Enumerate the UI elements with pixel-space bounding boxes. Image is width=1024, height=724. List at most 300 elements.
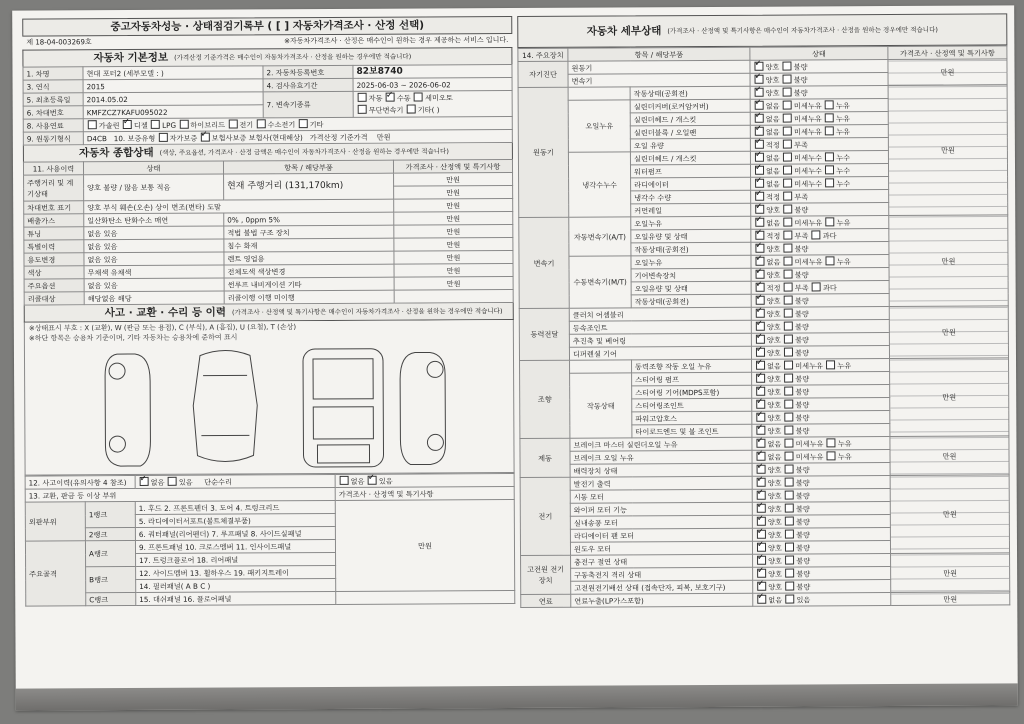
state-option-label: 적정 <box>766 283 783 293</box>
state-option-label: 없음 <box>766 257 783 267</box>
state-checkbox[interactable] <box>784 295 793 304</box>
state-checkbox[interactable] <box>785 438 794 447</box>
state-option-label: 양호 <box>768 569 785 579</box>
state-checkbox[interactable] <box>783 74 792 83</box>
state-checkbox[interactable] <box>785 542 794 551</box>
state-option-label: 불량 <box>794 243 809 254</box>
state-checkbox[interactable] <box>756 373 765 382</box>
state-option-label: 누유 <box>835 113 850 123</box>
state-checkbox[interactable] <box>757 464 766 473</box>
state-options <box>750 86 888 100</box>
value-year: 2015 <box>83 79 263 93</box>
state-checkbox[interactable] <box>755 204 764 213</box>
state-option-label: 미세누유 <box>795 438 826 449</box>
car-right-side-view <box>400 352 446 464</box>
car-left-side-view <box>105 354 151 466</box>
state-option-label: 부족 <box>794 230 811 241</box>
state-checkbox[interactable] <box>757 594 766 603</box>
state-options <box>751 190 889 204</box>
value-base-price: 만원 <box>376 132 391 142</box>
checkbox-manual[interactable] <box>386 92 395 101</box>
col-state: 상태 <box>750 47 888 61</box>
inspection-form-paper <box>12 5 1018 710</box>
state-checkbox[interactable] <box>756 308 765 317</box>
state-option-label: 양호 <box>767 374 784 384</box>
state-option-label: 양호 <box>766 309 783 319</box>
state-option-label: 불량 <box>794 295 809 306</box>
state-option-label: 미세누유 <box>795 451 826 462</box>
state-option-label: 미세누유 <box>794 217 825 228</box>
state-checkbox[interactable] <box>827 451 836 460</box>
state-checkbox[interactable] <box>784 347 793 356</box>
state-checkbox[interactable] <box>757 542 766 551</box>
state-checkbox[interactable] <box>754 61 763 70</box>
state-checkbox[interactable] <box>756 347 765 356</box>
state-checkbox[interactable] <box>784 269 793 278</box>
state-option-label: 불량 <box>793 74 808 85</box>
state-checkbox[interactable] <box>756 438 765 447</box>
state-checkbox[interactable] <box>757 477 766 486</box>
state-checkbox[interactable] <box>784 360 793 369</box>
state-checkbox[interactable] <box>783 152 792 161</box>
state-option-label: 양호 <box>765 62 782 72</box>
state-checkbox[interactable] <box>755 87 764 96</box>
state-checkbox[interactable] <box>785 594 794 603</box>
state-checkbox[interactable] <box>784 243 793 252</box>
state-checkbox[interactable] <box>826 256 835 265</box>
part-label: 윈도우 모터 <box>570 541 752 555</box>
state-checkbox[interactable] <box>784 373 793 382</box>
state-option-label: 양호 <box>766 348 784 358</box>
label-reg-number: 2. 자동차등록번호 <box>263 65 353 78</box>
state-option-label: 불량 <box>795 425 810 436</box>
part-label: 변속기 <box>568 73 750 87</box>
state-option-label: 없음 <box>767 439 784 449</box>
label-rank2: 2랭크 <box>85 527 135 540</box>
table-row: 주행거리 및 계기상태 양호 불량 / 많음 보통 적음 현재 주행거리 (131,170km) 만원 <box>24 173 513 189</box>
state-option-label: 양호 <box>767 504 784 514</box>
state-checkbox[interactable] <box>784 386 793 395</box>
state-checkbox[interactable] <box>784 399 793 408</box>
state-checkbox[interactable] <box>755 256 764 265</box>
right-column <box>517 13 1010 608</box>
car-frame-view <box>303 349 384 467</box>
state-option-label: 불량 <box>794 308 809 319</box>
state-option-label: 불량 <box>794 321 809 332</box>
label-rank1: 1랭크 <box>85 501 135 527</box>
state-checkbox[interactable] <box>756 334 765 343</box>
legend-note: ※하단 항목은 승용차 기준이며, 기타 자동차는 승용차에 준하여 표시 <box>28 333 238 343</box>
price-cell: 만원 <box>890 358 1009 437</box>
state-option-label: 양호 <box>766 244 783 254</box>
detail-row <box>518 59 1007 75</box>
basic-info-note: (가격산정 기준가격은 매수인이 자동차가격조사 · 산정을 원하는 경우에만 적습니다) <box>174 52 412 62</box>
state-checkbox[interactable] <box>825 178 834 187</box>
label-inspection-period: 4. 검사유효기간 <box>263 78 353 91</box>
state-checkbox[interactable] <box>784 321 793 330</box>
state-options <box>751 320 889 334</box>
state-option-label: 불량 <box>795 373 810 384</box>
part-label: 워터펌프 <box>630 164 750 178</box>
price-cell: 만원 <box>888 59 1007 86</box>
table-row: 배출가스 일산화탄소 탄화수소 매연 0% , 0ppm 5% 만원 <box>24 212 513 228</box>
label-replaced-parts: 13. 교환, 판금 등 이상 부위 <box>25 487 335 502</box>
state-checkbox[interactable] <box>783 217 792 226</box>
state-option-label: 불량 <box>795 399 810 410</box>
state-option-label: 불량 <box>793 87 808 98</box>
state-option-label: 불량 <box>795 412 810 423</box>
state-checkbox[interactable] <box>757 516 766 525</box>
label-transmission: 7. 변속기종류 <box>263 91 353 117</box>
state-options <box>752 528 890 542</box>
state-options <box>752 541 890 555</box>
state-checkbox[interactable] <box>755 191 764 200</box>
rank1-items-b: 5. 라디에이터서포트(볼트체결부품) <box>135 513 335 527</box>
checkbox-accident-yes[interactable] <box>168 476 177 485</box>
rankB-items: 12. 사이드멤버 13. 휠하우스 19. 패키지트레이 <box>136 565 336 579</box>
part-label: 디퍼렌셜 기어 <box>569 346 751 360</box>
state-checkbox[interactable] <box>757 581 766 590</box>
state-option-label: 부족 <box>794 282 812 293</box>
state-checkbox[interactable] <box>783 87 792 96</box>
checkbox-semi-auto[interactable] <box>414 92 423 101</box>
state-option-label: 없음 <box>765 153 783 163</box>
checkbox-other[interactable] <box>407 104 416 113</box>
label-base-price: 가격산정 기준가격 <box>309 132 368 142</box>
state-option-label: 불량 <box>795 464 810 475</box>
part-label: 구동축전지 격리 상태 <box>571 567 753 581</box>
state-options <box>750 99 888 113</box>
state-checkbox[interactable] <box>783 113 792 122</box>
checkbox-hybrid[interactable] <box>179 119 188 128</box>
state-checkbox[interactable] <box>756 399 765 408</box>
legend-symbols: ※상태표시 부호 : X (교환), W (판금 또는 용접), C (부식), A (흠집), U (요철), T (손상) <box>28 323 297 333</box>
accident-price: 만원 <box>335 500 514 592</box>
state-option-label: 없음 <box>768 595 785 605</box>
state-options <box>752 515 890 529</box>
state-options <box>752 489 890 503</box>
sub-group-label: 수동변속기(M/T) <box>569 256 631 308</box>
state-checkbox[interactable] <box>783 126 792 135</box>
state-checkbox[interactable] <box>755 217 764 226</box>
state-option-label: 양호 <box>767 465 784 475</box>
table-row: 색상 무채색 유채색 전체도색 색상변경 만원 <box>24 264 513 280</box>
state-option-label: 양호 <box>766 205 783 215</box>
checkbox-cvt[interactable] <box>358 104 367 113</box>
rank1-items: 1. 후드 2. 프론트펜더 3. 도어 4. 트렁크리드 <box>135 500 335 514</box>
device-group-label: 연료 <box>521 594 571 607</box>
detail-row <box>518 85 1007 101</box>
state-option-label: 양호 <box>767 517 785 527</box>
overall-note: (색상, 주요옵션, 가격조사 · 산정 금액은 매수인이 자동차가격조사 · 산정을 원하는 경우에만 적습니다) <box>159 147 449 157</box>
price-cell: 만원 <box>891 553 1010 593</box>
state-option-label: 양호 <box>767 543 785 553</box>
state-options <box>752 450 890 464</box>
detail-heading: 자동차 세부상태 <box>586 25 662 38</box>
state-options <box>751 281 889 295</box>
state-checkbox[interactable] <box>783 139 792 148</box>
state-options <box>750 138 888 152</box>
state-options <box>752 424 890 438</box>
state-option-label: 과다 <box>822 282 837 292</box>
state-option-label: 불량 <box>796 568 811 579</box>
state-checkbox[interactable] <box>783 191 792 200</box>
state-option-label: 양호 <box>765 75 782 85</box>
detail-table <box>517 45 1010 608</box>
label-main-frame: 주요골격 <box>25 541 85 606</box>
state-option-label: 양호 <box>767 478 784 488</box>
part-label: 냉각수 수량 <box>631 190 751 204</box>
state-checkbox[interactable] <box>783 61 792 70</box>
state-option-label: 양호 <box>768 582 785 592</box>
state-options <box>750 73 888 87</box>
state-checkbox[interactable] <box>785 464 794 473</box>
state-checkbox[interactable] <box>757 490 766 499</box>
state-checkbox[interactable] <box>785 568 794 577</box>
checkbox-simple-none[interactable] <box>340 475 349 484</box>
state-option-label: 없음 <box>766 179 783 189</box>
state-option-label: 부족 <box>794 191 809 202</box>
state-checkbox[interactable] <box>755 74 764 83</box>
rankA-items-b: 17. 트렁크플로어 18. 리어패널 <box>136 552 336 566</box>
state-checkbox[interactable] <box>785 516 794 525</box>
device-group-label: 고전원 전기장치 <box>521 555 571 594</box>
value-car-name: 현대 포터2 (세부모델 : ) <box>83 66 263 80</box>
state-checkbox[interactable] <box>784 412 793 421</box>
checkbox-gasoline[interactable] <box>88 120 97 129</box>
checkbox-diesel[interactable] <box>123 120 132 129</box>
detail-row <box>520 358 1009 374</box>
basic-info-table <box>22 64 512 146</box>
state-checkbox[interactable] <box>755 165 764 174</box>
state-options <box>752 502 890 516</box>
state-checkbox[interactable] <box>785 555 794 564</box>
state-option-label: 불량 <box>795 334 809 345</box>
col-history: 11. 사용이력 <box>23 162 83 175</box>
state-option-label: 미세누유 <box>793 113 825 124</box>
state-checkbox[interactable] <box>755 100 764 109</box>
state-checkbox[interactable] <box>785 503 794 512</box>
state-checkbox[interactable] <box>785 451 794 460</box>
state-options <box>752 372 890 386</box>
state-option-label: 없음 <box>765 166 783 176</box>
state-checkbox[interactable] <box>757 529 766 538</box>
car-diagram-area <box>24 320 515 476</box>
part-label: 라디에이터 <box>631 177 751 191</box>
state-checkbox[interactable] <box>756 321 765 330</box>
col-price: 가격조사 · 산정액 및 특기사항 <box>888 46 1007 60</box>
state-checkbox[interactable] <box>783 178 792 187</box>
state-option-label: 불량 <box>793 61 808 72</box>
checkbox-electric[interactable] <box>228 119 237 128</box>
state-checkbox[interactable] <box>784 308 793 317</box>
part-label: 파워고압호스 <box>632 411 752 425</box>
state-checkbox[interactable] <box>785 529 794 538</box>
state-checkbox[interactable] <box>755 139 764 148</box>
state-option-label: 미세누유 <box>794 256 825 267</box>
state-options <box>750 112 888 126</box>
checkbox-auto[interactable] <box>358 92 367 101</box>
col-part: 항목 / 해당부품 <box>223 160 393 174</box>
state-checkbox[interactable] <box>785 581 794 590</box>
label-simple-repair: 단순수리 <box>204 476 232 487</box>
checkbox-simple-yes[interactable] <box>368 475 377 484</box>
rankA-items: 9. 프론트패널 10. 크로스멤버 11. 인사이드패널 <box>135 539 335 553</box>
state-checkbox[interactable] <box>755 152 764 161</box>
state-checkbox[interactable] <box>825 100 834 109</box>
detail-row <box>521 592 1010 608</box>
state-options <box>752 398 890 412</box>
checkbox-accident-none[interactable] <box>140 476 149 485</box>
detail-row <box>520 475 1009 491</box>
state-option-label: 없음 <box>765 114 782 124</box>
part-label: 와이퍼 모터 기능 <box>570 502 752 516</box>
state-option-label: 불량 <box>796 529 811 540</box>
checkbox-insurance-warranty[interactable] <box>201 132 210 141</box>
state-options <box>753 567 891 581</box>
state-checkbox[interactable] <box>757 503 766 512</box>
state-checkbox[interactable] <box>825 217 834 226</box>
part-label: 충전구 절연 상태 <box>571 554 753 568</box>
state-option-label: 없음 <box>766 218 783 228</box>
state-checkbox[interactable] <box>783 204 792 213</box>
part-label: 등속조인트 <box>569 320 751 334</box>
state-checkbox[interactable] <box>755 113 764 122</box>
state-checkbox[interactable] <box>783 165 792 174</box>
part-label: 커먼레일 <box>631 203 751 217</box>
state-checkbox[interactable] <box>812 230 821 239</box>
state-option-label: 양호 <box>768 556 785 566</box>
state-option-label: 양호 <box>767 400 784 410</box>
state-checkbox[interactable] <box>784 230 793 239</box>
state-option-label: 누유 <box>836 256 851 266</box>
table-row: 차대번호 표기 양호 부식 훼손(오손) 상이 변조(변타) 도말 만원 <box>24 199 513 215</box>
state-checkbox[interactable] <box>755 230 764 239</box>
table-row: 만원 <box>24 186 513 202</box>
state-checkbox[interactable] <box>825 126 834 135</box>
state-checkbox[interactable] <box>756 425 765 434</box>
state-options <box>753 580 891 594</box>
part-label: 브레이크 마스터 실린더오일 누유 <box>570 437 752 451</box>
label-rankA: A랭크 <box>85 540 135 566</box>
state-checkbox[interactable] <box>812 282 821 291</box>
state-options <box>751 216 889 230</box>
state-option-label: 적정 <box>765 140 783 150</box>
state-option-label: 양호 <box>766 296 783 306</box>
label-first-reg: 5. 최초등록일 <box>23 93 83 106</box>
part-label: 스티어링 펌프 <box>632 372 752 386</box>
state-option-label: 없음 <box>767 452 784 462</box>
value-engine-type: D4CB <box>86 133 107 143</box>
state-options <box>752 359 890 373</box>
state-checkbox[interactable] <box>784 334 793 343</box>
part-label: 오일 유량 <box>630 138 750 152</box>
state-option-label: 누유 <box>837 438 852 448</box>
device-group-label: 원동기 <box>518 87 569 217</box>
part-label: 오일누유 <box>631 255 751 269</box>
detail-row <box>519 306 1008 322</box>
engine-warranty-row: D4CB 10. 보증유형 자가보증 ✓ 보험사보증 보험사(현대해상) 가격산정 기준가격 만원 <box>83 130 512 145</box>
value-first-reg: 2014.05.02 <box>83 92 263 106</box>
state-checkbox[interactable] <box>756 360 765 369</box>
accident-heading: 사고 · 교환 · 수리 등 이력 <box>104 306 226 320</box>
state-checkbox[interactable] <box>785 477 794 486</box>
state-option-label: 불량 <box>796 542 811 553</box>
state-checkbox[interactable] <box>756 412 765 421</box>
state-checkbox[interactable] <box>785 425 794 434</box>
state-checkbox[interactable] <box>784 282 793 291</box>
state-option-label: 미세누수 <box>794 152 825 163</box>
state-checkbox[interactable] <box>825 152 834 161</box>
state-checkbox[interactable] <box>756 295 765 304</box>
state-option-label: 누유 <box>837 360 852 370</box>
part-label: 작동상태(공회전) <box>631 242 751 256</box>
sub-group-label: 작동상태 <box>570 373 632 438</box>
state-option-label: 양호 <box>767 530 785 540</box>
checkbox-lpg[interactable] <box>151 119 160 128</box>
state-checkbox[interactable] <box>785 490 794 499</box>
state-option-label: 부족 <box>794 139 808 150</box>
state-checkbox[interactable] <box>756 386 765 395</box>
part-label: 실린더커버(로커암커버) <box>630 99 750 113</box>
state-checkbox[interactable] <box>755 126 764 135</box>
state-checkbox[interactable] <box>783 100 792 109</box>
rankB-items-b: 14. 필러패널( A B C ) <box>136 578 336 592</box>
state-checkbox[interactable] <box>784 256 793 265</box>
state-checkbox[interactable] <box>826 360 835 369</box>
price-cell: 만원 <box>890 436 1009 476</box>
part-label: 라디에이터 팬 모터 <box>570 528 752 542</box>
state-checkbox[interactable] <box>755 243 764 252</box>
part-label: 실린더헤드 / 개스킷 <box>630 151 750 165</box>
state-checkbox[interactable] <box>756 451 765 460</box>
checkbox-hydrogen[interactable] <box>256 119 265 128</box>
state-options <box>751 346 889 360</box>
accident-note: (가격조사 · 산정액 및 특기사항은 매수인이 자동차가격조사 · 산정을 원하는 경우에만 적습니다) <box>231 307 503 317</box>
state-option-label: 미세누유 <box>793 100 824 111</box>
state-options <box>752 437 890 451</box>
label-accident-history: 12. 사고이력(유의사항 4 참조) <box>25 475 135 489</box>
state-option-label: 불량 <box>794 269 809 280</box>
state-checkbox[interactable] <box>755 178 764 187</box>
state-option-label: 양호 <box>767 426 784 436</box>
col-price: 가격조사 · 산정액 및 특기사항 <box>393 160 512 174</box>
state-options <box>752 411 890 425</box>
label-outer-panel: 외판부위 <box>25 502 85 541</box>
sub-group-label: 오일누유 <box>568 100 630 152</box>
checkbox-self-warranty[interactable] <box>159 132 168 141</box>
device-group-label: 동력전달 <box>519 308 569 360</box>
state-option-label: 누유 <box>836 126 850 136</box>
basic-info-heading: 자동차 기본정보 <box>93 51 169 65</box>
state-checkbox[interactable] <box>825 113 834 122</box>
label-rankC: C랭크 <box>86 592 136 605</box>
part-label: 고전원전기배선 상태 (접속단자, 피복, 보호기구) <box>571 580 753 594</box>
state-checkbox[interactable] <box>827 438 836 447</box>
state-checkbox[interactable] <box>756 269 765 278</box>
service-note: ※자동차가격조사 · 산정은 매수인이 원하는 경우 제공하는 서비스 입니다. <box>284 36 509 46</box>
state-option-label: 과다 <box>822 230 837 240</box>
state-checkbox[interactable] <box>757 555 766 564</box>
value-vin: KMFZCZ7KAFU095022 <box>83 105 263 119</box>
value-inspection-period: 2025-06-03 ~ 2026-06-02 <box>353 78 512 92</box>
state-option-label: 양호 <box>766 270 783 280</box>
part-label: 추진축 및 베어링 <box>569 333 751 347</box>
state-checkbox[interactable] <box>757 568 766 577</box>
state-checkbox[interactable] <box>825 165 834 174</box>
state-checkbox[interactable] <box>756 282 765 291</box>
checkbox-fuel-other[interactable] <box>299 119 308 128</box>
